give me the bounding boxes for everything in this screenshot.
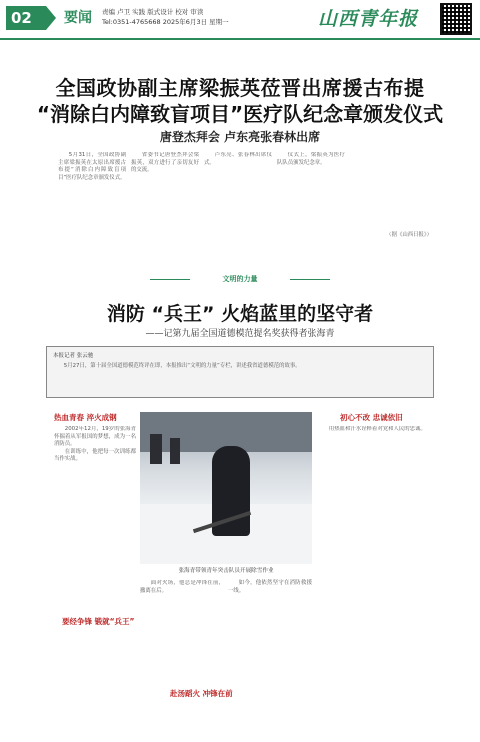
article1-headline-line2: “消除白内障致盲项目”医疗队纪念章颁发仪式 <box>36 102 444 126</box>
article2-summary-box <box>46 346 434 398</box>
article1-col-1: 5月31日，全国政协副主席梁振英在太原出席援古布提“消除白内障致盲项目”医疗队纪念章颁发仪式。 <box>58 152 126 181</box>
summary-text: 5月27日，第十届全国道德模范终评在即，本报推出“文明的力量”专栏，讲述我省道德模范的故事。 <box>63 363 301 369</box>
article1-col-5: （据《山西日报》） <box>386 232 432 238</box>
article1-byline: 唐登杰拜会 卢东亮张春林出席 <box>159 130 321 144</box>
editors-line-1: 责编 卢卫 实践 版式设计 校对 审读 <box>102 8 204 16</box>
photo-caption: 张海青带领青年突击队员开展除雪作业 <box>178 568 274 574</box>
band-line-right <box>290 279 330 280</box>
subhead-left-2: 要经争锋 锻就“兵王” <box>62 617 135 626</box>
article1-col-3: 卢东亮、张春林出席仪式。 <box>204 152 272 166</box>
subhead-right-1: 初心不改 忠诚依旧 <box>340 413 403 422</box>
editors-line-2: Tel:0351-4765668 2025年6月3日 星期一 <box>102 18 229 26</box>
article2-right-col-a: 如今，他依然坚守在消防救援一线。 <box>228 580 312 594</box>
qr-code-icon <box>440 3 472 35</box>
article1-col-2: 省委书记唐登杰拜会梁振英，双方进行了亲切友好的交流。 <box>131 152 199 174</box>
article2-headline: 消防 “兵王” 火焰蓝里的坚守者 <box>106 303 374 325</box>
band-title: 文明的力量 <box>222 275 258 283</box>
article1-headline-line1: 全国政协副主席梁振英莅晋出席援古布提 <box>55 76 425 100</box>
summary-tag: 本报记者 张云驰 <box>53 353 94 359</box>
subhead-left-1: 热血青春 淬火成钢 <box>54 413 117 422</box>
section-label: 要闻 <box>64 10 92 26</box>
article2-right-col-b: 用热血和汗水诠释着对党和人民的忠诚。 <box>328 426 426 432</box>
article2-subheadline: ——记第九届全国道德模范提名奖获得者张海青 <box>145 329 335 339</box>
subhead-mid-1: 赴汤蹈火 冲锋在前 <box>170 689 233 698</box>
article2-left-col-a: 2002年12月，19岁的张海青怀揣着从军报国的梦想，成为一名消防员。 在训练中，他把每一次训练都当作实战。 <box>54 426 136 463</box>
article1-col-4: 仪式上，梁振英为医疗队队员颁发纪念章。 <box>277 152 345 166</box>
page-number: 02 <box>6 6 46 30</box>
band-line-left <box>150 279 190 280</box>
article2-mid-col-a: 面对火场，他总是冲锋在前，撤离在后。 <box>140 580 224 594</box>
editors-info <box>102 7 229 27</box>
newspaper-logo: 山西青年报 <box>318 8 419 30</box>
masthead <box>0 0 480 40</box>
